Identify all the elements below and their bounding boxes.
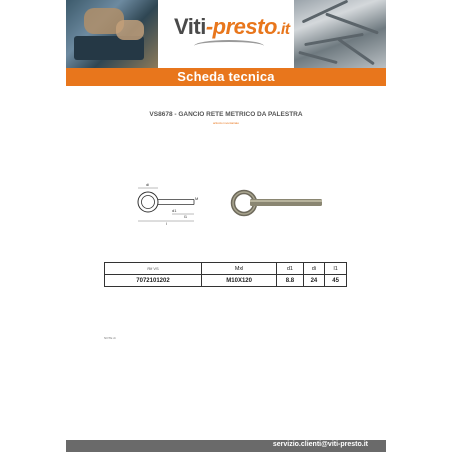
product-title: VS8678 - GANCIO RETE METRICO DA PALESTRA [149, 111, 303, 118]
col-d1: d1 [277, 263, 303, 275]
spec-table-header-row [105, 263, 347, 275]
technical-drawing [134, 176, 200, 226]
brand-logo[interactable]: Viti-presto.it [174, 14, 290, 39]
screws-photo [294, 0, 386, 68]
footnote: NOTE di [104, 336, 116, 340]
col-rif: Rif VS [105, 263, 202, 275]
label-di: di [146, 182, 150, 187]
col-di: di [303, 263, 325, 275]
header-banner [66, 0, 386, 68]
contact-email[interactable]: servizio.clienti@viti-presto.it [272, 441, 368, 448]
hook-photo [228, 186, 324, 220]
footer-bar [66, 440, 386, 452]
table-row [105, 275, 347, 287]
tools-photo [66, 0, 158, 68]
title-bar-label: Scheda tecnica [177, 69, 275, 84]
cell-l1: 45 [325, 275, 347, 287]
cell-d1: 8.8 [277, 275, 303, 287]
label-d1: d1 [172, 208, 177, 213]
label-m: M [195, 196, 199, 201]
logo-swoosh [194, 40, 264, 52]
logo-area [158, 0, 294, 68]
datasheet-page [66, 0, 386, 452]
col-l1: l1 [325, 263, 347, 275]
label-l: l [166, 221, 167, 226]
cell-rif: 7072101202 [105, 275, 202, 287]
product-sub-note: articolo inventariato [212, 121, 239, 125]
col-mxl: Mxl [201, 263, 276, 275]
cell-di: 24 [303, 275, 325, 287]
spec-table [104, 262, 347, 287]
label-l1: l1 [184, 214, 188, 219]
title-bar [66, 68, 386, 86]
cell-mxl: M10X120 [201, 275, 276, 287]
